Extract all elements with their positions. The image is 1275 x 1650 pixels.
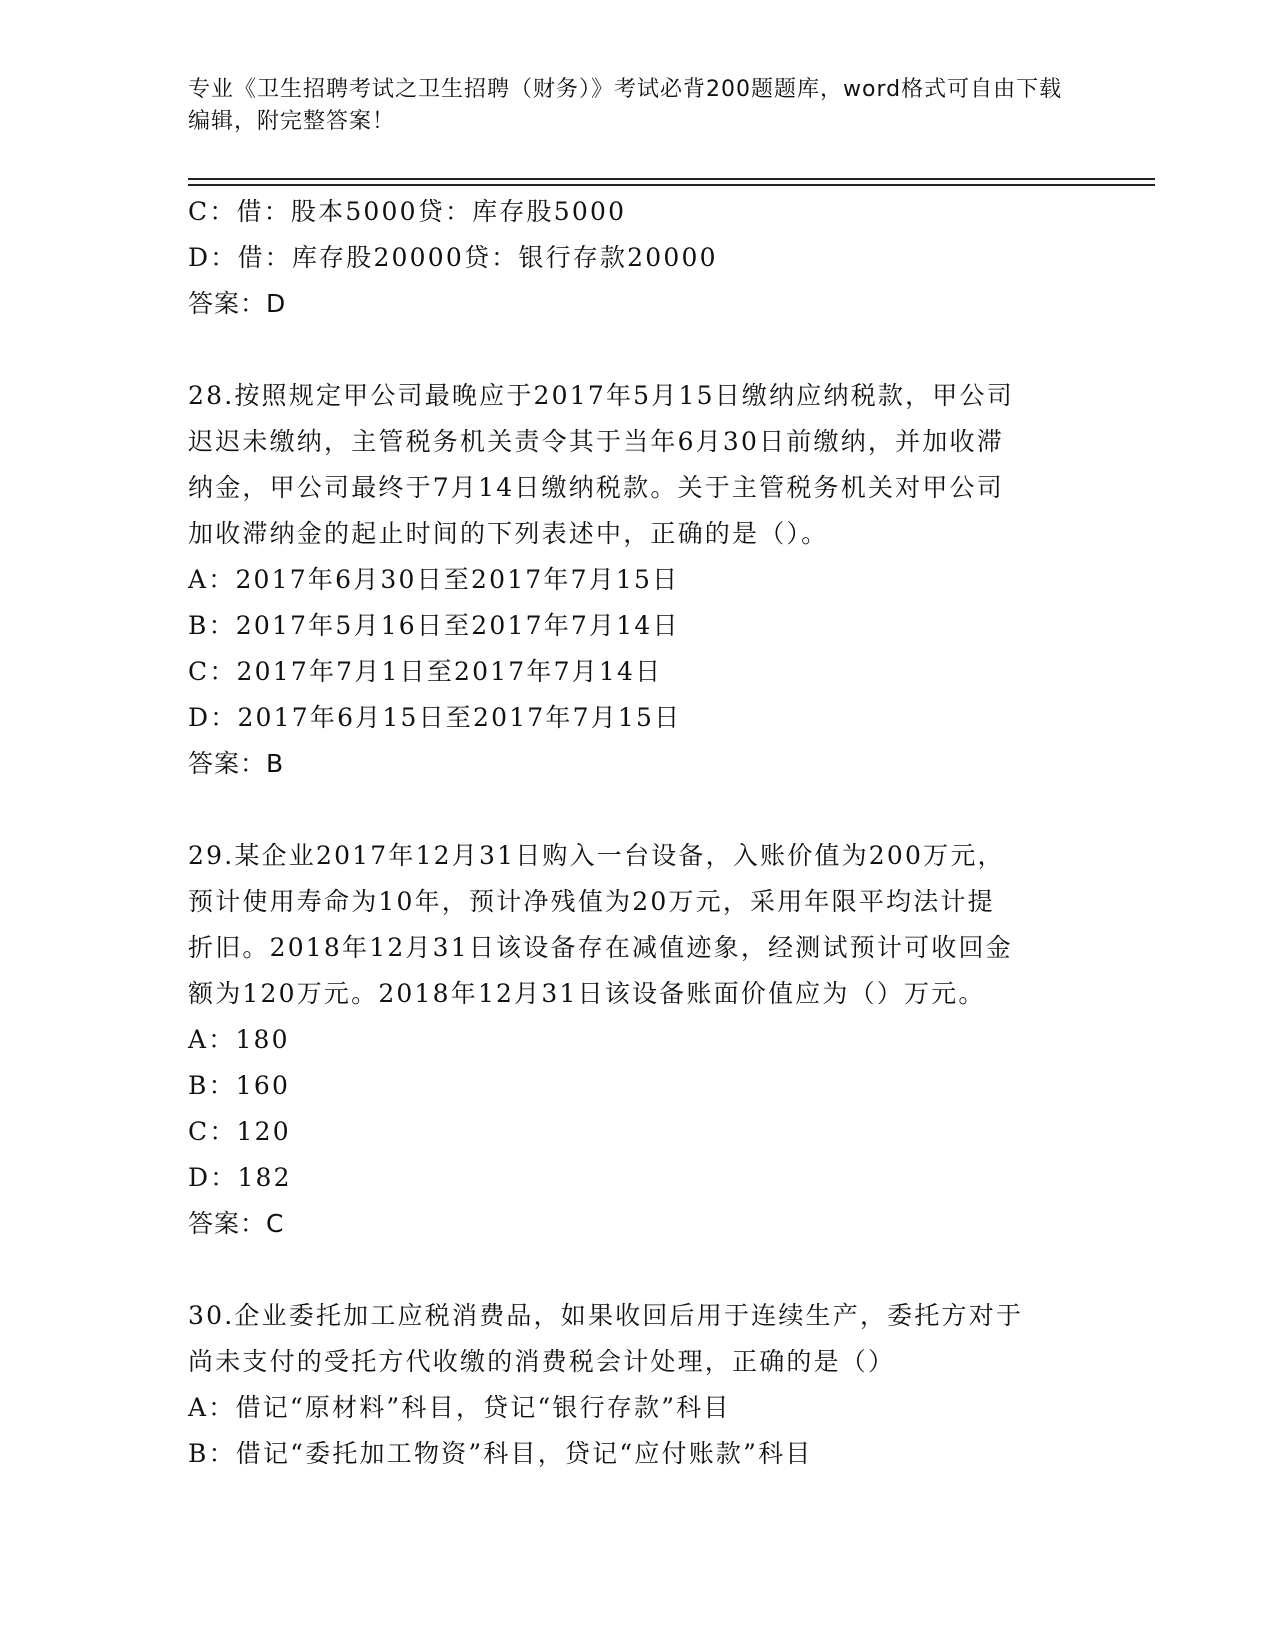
question-text-line: 加收滞纳金的起止时间的下列表述中，正确的是（）。 xyxy=(188,519,829,548)
option-c: C：120 xyxy=(188,1117,291,1146)
question-27-tail xyxy=(188,189,1078,327)
option-a: A：180 xyxy=(188,1025,290,1054)
option-d: D：182 xyxy=(188,1163,292,1192)
question-list xyxy=(188,189,1078,1477)
option-d: D：借：库存股20000贷：银行存款20000 xyxy=(188,243,718,272)
option-a: A：借记“原材料”科目，贷记“银行存款”科目 xyxy=(188,1393,731,1422)
answer-line: 答案：B xyxy=(188,749,285,778)
question-text-line: 纳金，甲公司最终于7月14日缴纳税款。关于主管税务机关对甲公司 xyxy=(188,473,1004,502)
question-text-line: 额为120万元。2018年12月31日该设备账面价值应为（）万元。 xyxy=(188,979,986,1008)
header-divider-bottom xyxy=(188,184,1155,186)
option-d: D：2017年6月15日至2017年7月15日 xyxy=(188,703,682,732)
question-30 xyxy=(188,1293,1078,1477)
option-b: B：160 xyxy=(188,1071,291,1100)
header-divider-top xyxy=(188,178,1155,180)
document-header: 专业《卫生招聘考试之卫生招聘（财务）》考试必背200题题库，word格式可自由下载编辑，附完整答案！ xyxy=(188,77,1063,134)
question-29 xyxy=(188,833,1078,1247)
option-c: C：借：股本5000贷：库存股5000 xyxy=(188,197,627,226)
option-b: B：借记“委托加工物资”科目，贷记“应付账款”科目 xyxy=(188,1439,813,1468)
question-text-line: 30.企业委托加工应税消费品，如果收回后用于连续生产，委托方对于 xyxy=(188,1301,1024,1330)
spacer xyxy=(188,1247,1078,1293)
spacer xyxy=(188,787,1078,833)
answer-line: 答案：C xyxy=(188,1209,285,1238)
spacer xyxy=(188,327,1078,373)
question-text-line: 预计使用寿命为10年，预计净残值为20万元，采用年限平均法计提 xyxy=(188,887,995,916)
question-text-line: 29.某企业2017年12月31日购入一台设备，入账价值为200万元， xyxy=(188,841,1005,870)
answer-line: 答案：D xyxy=(188,289,287,318)
option-c: C：2017年7月1日至2017年7月14日 xyxy=(188,657,663,686)
option-a: A：2017年6月30日至2017年7月15日 xyxy=(188,565,680,594)
question-text-line: 尚未支付的受托方代收缴的消费税会计处理，正确的是（） xyxy=(188,1347,896,1376)
option-b: B：2017年5月16日至2017年7月14日 xyxy=(188,611,680,640)
question-28 xyxy=(188,373,1078,787)
question-text-line: 迟迟未缴纳，主管税务机关责令其于当年6月30日前缴纳，并加收滞 xyxy=(188,427,1004,456)
question-text-line: 折旧。2018年12月31日该设备存在减值迹象，经测试预计可收回金 xyxy=(188,933,1013,962)
question-text-line: 28.按照规定甲公司最晚应于2017年5月15日缴纳应纳税款，甲公司 xyxy=(188,381,1014,410)
